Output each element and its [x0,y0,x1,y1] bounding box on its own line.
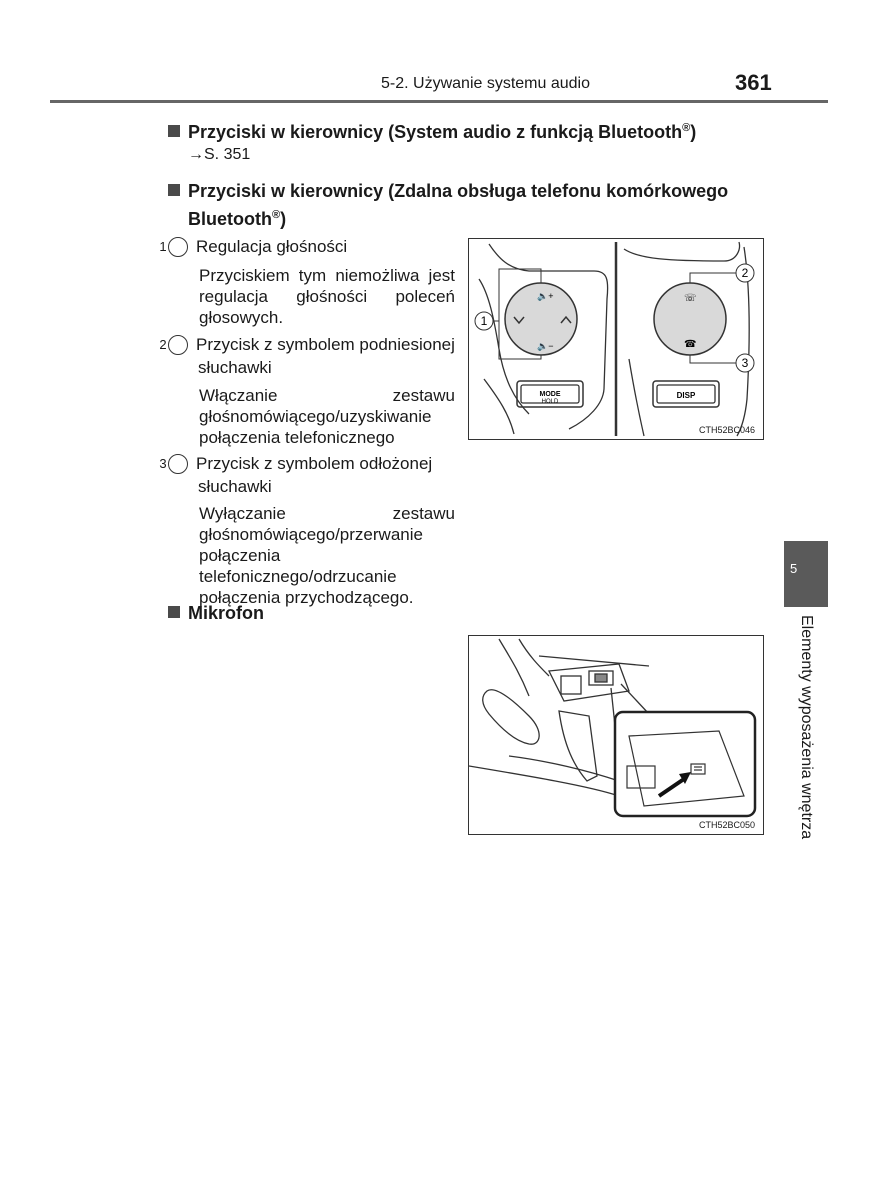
item-description: Przyciskiem tym niemożliwa jest regulacja głośności poleceń głosowych. [199,266,455,327]
chapter-tab[interactable] [784,541,828,607]
svg-text:🔈+: 🔈+ [537,291,554,301]
hold-label: HOLD [541,399,559,405]
item-description: Włączanie zestawu głośnomówiącego/uzyskiwanie połączenia telefonicznego [199,386,455,447]
page-number: 361 [735,70,772,95]
circled-number: 2 [168,335,188,355]
callout-1: 1 [480,314,488,328]
figure-code: CTH52BC046 [698,425,755,435]
svg-text:☎: ☎ [684,339,697,350]
callout-2: 2 [741,266,749,280]
item-description: Wyłączanie zestawu głośnomówiącego/przerwanie połączenia telefonicznego/odrzucanie połączenia przychodzącego. [199,504,455,607]
section-heading-audio: Przyciski w kierownicy (System audio z funkcją Bluetooth®) [168,116,696,144]
callout-3: 3 [741,356,749,370]
list-item: 3 Przycisk z symbolem odłożonej słuchawki [159,454,433,496]
square-bullet-icon [168,184,180,196]
page-reference-link[interactable]: →S. 351 [188,146,251,163]
mode-button-label: MODE [539,391,561,398]
figure-code: CTH52BC050 [698,820,755,830]
svg-text:☏: ☏ [684,293,697,304]
microphone-figure [468,635,764,835]
list-item: 2 Przycisk z symbolem podniesionej słuchawki [159,335,455,377]
section-heading-phone: Przyciski w kierownicy (Zdalna obsługa telefonu komórkowego Bluetooth®) [168,179,728,231]
square-bullet-icon [168,606,180,618]
svg-text:🔈−: 🔈− [537,341,554,351]
header-section-title: 5-2. Używanie systemu audio [381,75,590,92]
square-bullet-icon [168,125,180,137]
section-heading-microphone: Mikrofon [168,601,264,625]
list-item: 1 Regulacja głośności [159,237,348,256]
steering-switch-figure [468,238,764,440]
circled-number: 1 [168,237,188,257]
disp-button-label: DISP [676,391,696,400]
circled-number: 3 [168,454,188,474]
chapter-number: 5 [790,561,798,576]
chapter-label: Elementy wyposażenia wnętrza [798,615,815,840]
header-rule [50,100,828,103]
